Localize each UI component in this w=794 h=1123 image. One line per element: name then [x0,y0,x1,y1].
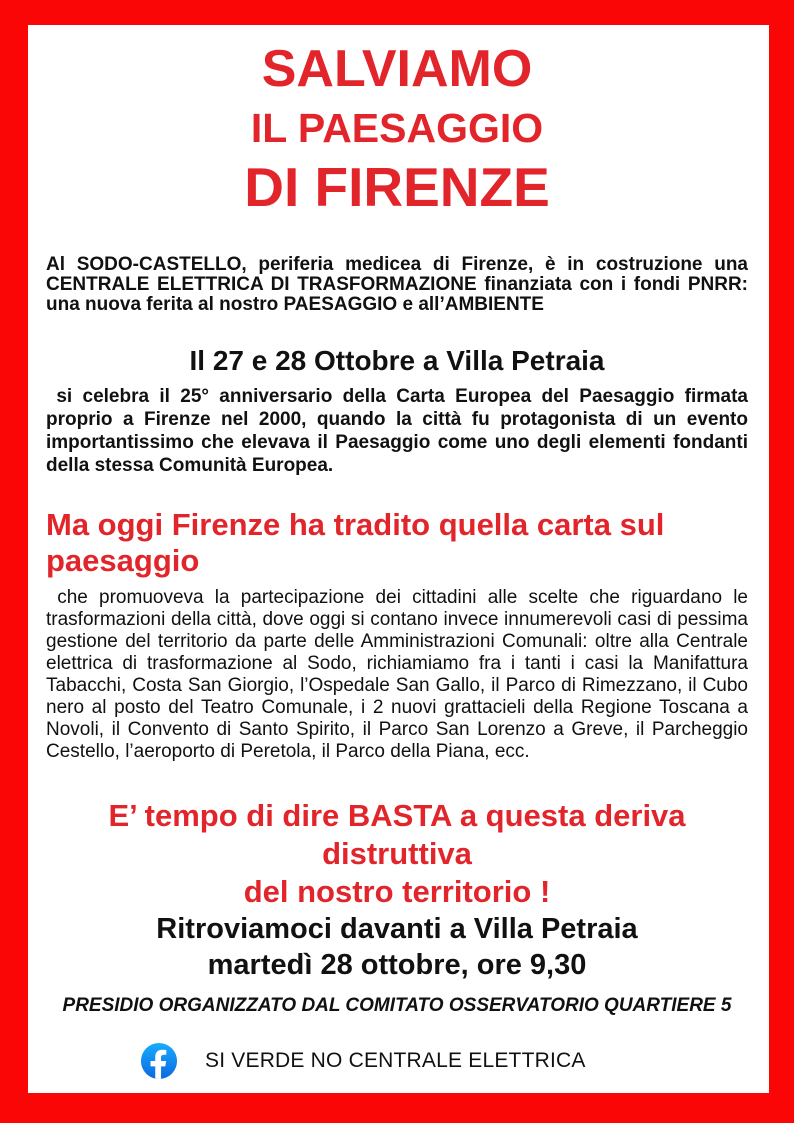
meeting-heading [46,911,748,983]
facebook-icon [140,1042,178,1080]
call-to-action-line-1: E’ tempo di dire BASTA a questa deriva distruttiva [108,798,686,871]
event-paragraph: si celebra il 25° anniversario della Carta Europea del Paesaggio firmata proprio a Firenze nel 2000, quando la città fu protagonista di un evento importantissimo che elevava il Paesaggio come uno degli elementi fondanti della stessa Comunità Europea. [46,386,754,476]
organizer-line: PRESIDIO ORGANIZZATO DAL COMITATO OSSERVATORIO QUARTIERE 5 [62,995,732,1016]
call-to-action-line-2: del nostro territorio ! [243,874,551,909]
flyer-content [28,25,769,1123]
email-icon [140,1097,177,1123]
betrayal-paragraph: che promuoveva la partecipazione dei cittadini alle scelte che riguardano le trasformazioni della città, dove oggi si contano invece innumerevoli casi di pessima gestione del territorio da parte delle Amministrazioni Comunali: oltre alla Centrale elettrica di trasformazione al Sodo, richiamiamo fra i tanti i casi la Manifattura Tabacchi, Costa San Giorgio, l’Ospedale San Gallo, il Parco di Rimezzano, il Cubo nero al posto del Teatro Comunale, i 2 nuovi grattacieli della Regione Toscana a Novoli, il Convento di Santo Spirito, il Parco San Lorenzo a Greve, il Parcheggio Cestello, l’aeroporto di Peretola, il Parco della Piana, ecc. [46,587,754,762]
facebook-contact-row [140,1041,748,1081]
meeting-line-2: martedì 28 ottobre, ore 9,30 [207,949,587,981]
title-line-3: DI FIRENZE [244,156,550,218]
meeting-line-1: Ritroviamoci davanti a Villa Petraia [156,913,638,945]
title-line-1: SALVIAMO [261,40,533,98]
call-to-action-heading [46,797,748,911]
facebook-label: SI VERDE NO CENTRALE ELETTRICA [205,1049,586,1072]
email-contact-row [140,1095,748,1123]
email-label: PER ADESIONI: osservatorio.quartiere5@gmail.com [204,1103,706,1123]
event-heading: Il 27 e 28 Ottobre a Villa Petraia [189,345,605,376]
betrayal-heading: Ma oggi Firenze ha tradito quella carta sul paesaggio [46,507,682,578]
title-line-2: IL PAESAGGIO [250,105,544,151]
intro-paragraph: Al SODO-CASTELLO, periferia medicea di Firenze, è in costruzione una CENTRALE ELETTRICA DI TRASFORMAZIONE finanziata con i fondi PNRR: una nuova ferita al nostro PAESAGGIO e all’AMBIENTE [46,254,754,315]
